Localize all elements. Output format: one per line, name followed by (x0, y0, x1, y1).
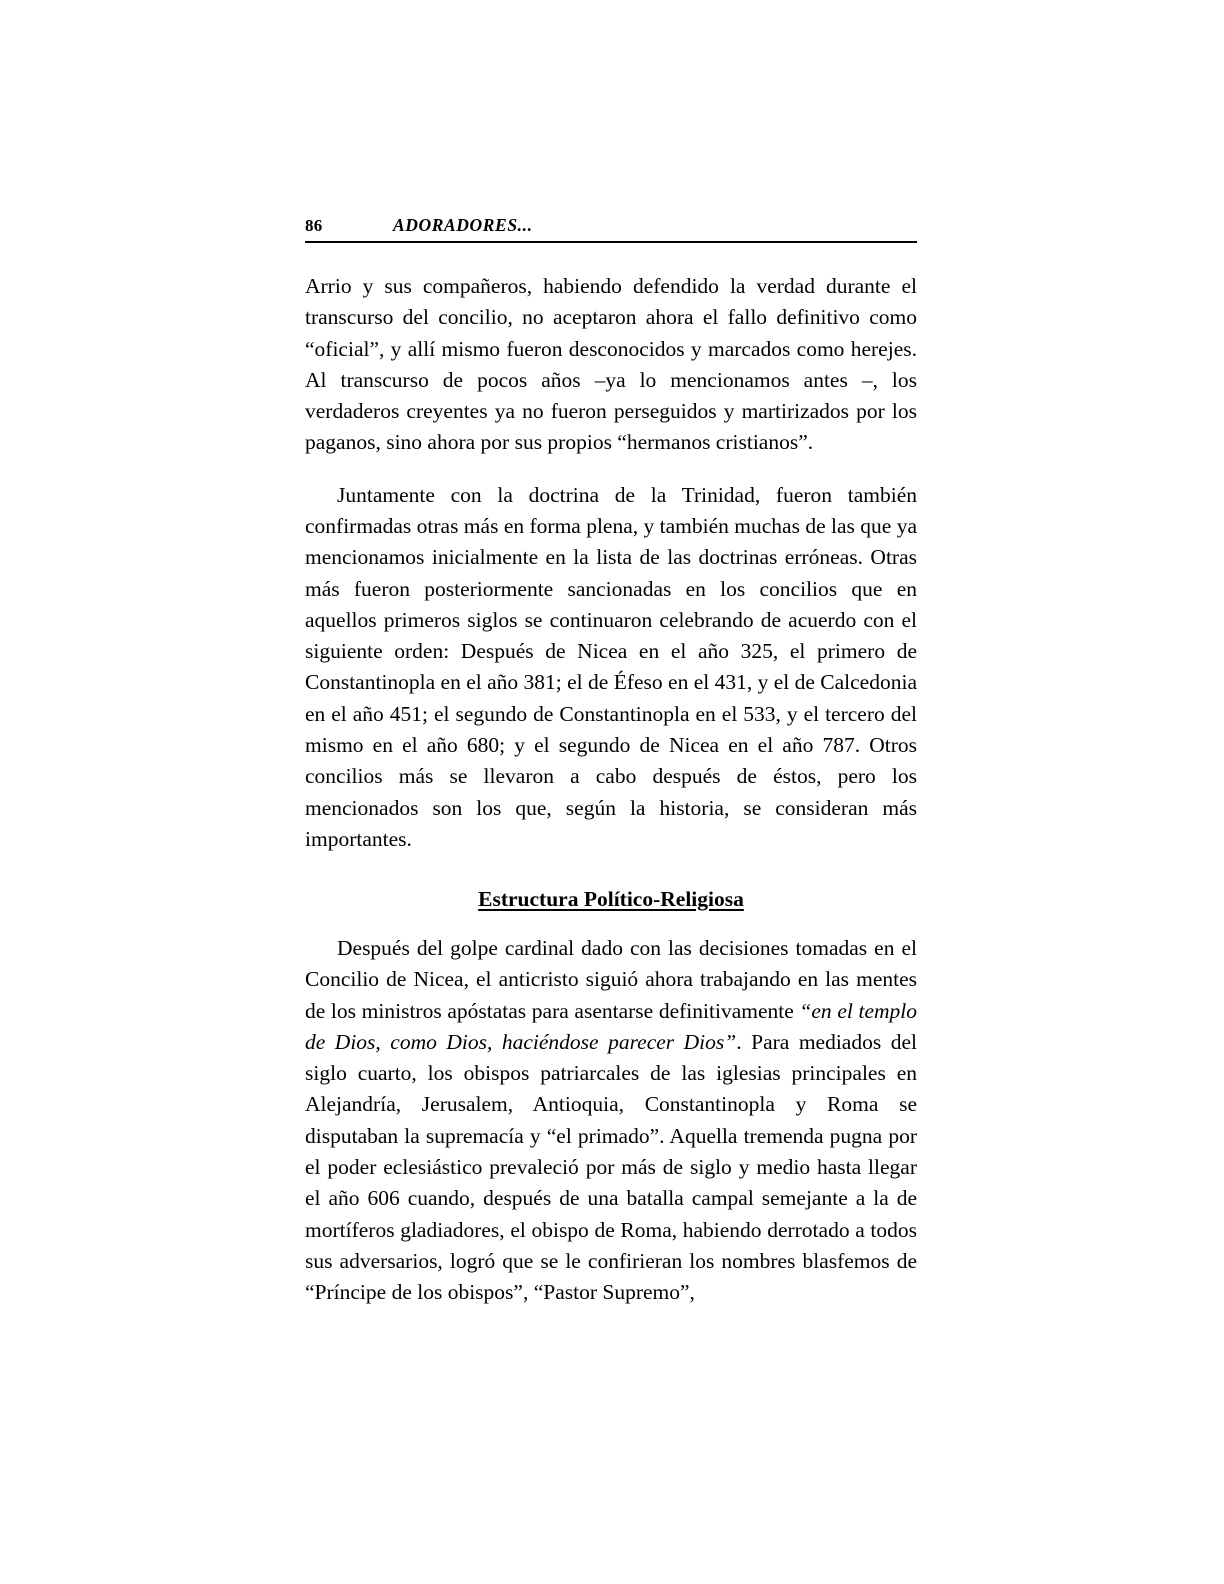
section-heading (305, 887, 917, 912)
paragraph-3-quote: “en el templo de Dios, como Dios, haciéndose parecer Dios” (305, 998, 917, 1054)
page-number: 86 (305, 216, 323, 235)
section-heading-text: Estructura Político-Religiosa (478, 887, 744, 912)
paragraph-3-part1: Después del golpe cardinal dado con las decisiones tomadas en el Concilio de Nicea, el anticristo siguió ahora trabajando en las mentes de los ministros apóstatas para asentarse definitivamente (305, 936, 917, 1023)
page-header (305, 215, 917, 236)
header-divider (305, 241, 917, 243)
paragraph-2: Juntamente con la doctrina de la Trinidad, fueron también confirmadas otras más en forma plena, y también muchas de las que ya mencionamos inicialmente en la lista de las doctrinas erróneas. Otras más fueron posteriormente sancionadas en los concilios que en aquellos primeros siglos se continuaron celebrando de acuerdo con el siguiente orden: Después de Nicea en el año 325, el primero de Constantinopla en el año 381; el de Éfeso en el 431, y el de Calcedonia en el año 451; el segundo de Constantinopla en el 533, y el tercero del mismo en el año 680; y el segundo de Nicea en el año 787. Otros concilios más se llevaron a cabo después de éstos, pero los mencionados son los que, según la historia, se consideran más importantes. (305, 482, 917, 851)
paragraph-3-part2: . Para mediados del siglo cuarto, los obispos patriarcales de las iglesias principales en Alejandría, Jerusalem, Antioquia, Constantinopla y Roma se disputaban la supremacía y “el primado”. Aquella tremenda pugna por el poder eclesiástico prevaleció por más de siglo y medio hasta llegar el año 606 cuando, después de una batalla campal semejante a la de mortíferos gladiadores, el obispo de Roma, habiendo derrotado a todos sus adversarios, logró que se le confirieran los nombres blasfemos de “Príncipe de los obispos”, “Pastor Supremo”, (305, 1029, 917, 1305)
running-title: ADORADORES... (393, 215, 533, 235)
paragraph-3 (305, 933, 917, 1308)
paragraph-1: Arrio y sus compañeros, habiendo defendido la verdad durante el transcurso del concilio, no aceptaron ahora el fallo definitivo como “oficial”, y allí mismo fueron desconocidos y marcados como herejes. Al transcurso de pocos años –ya lo mencionamos antes –, los verdaderos creyentes ya no fueron perseguidos y martirizados por los paganos, sino ahora por sus propios “hermanos cristianos”. (305, 274, 917, 455)
page-content (305, 215, 917, 1308)
